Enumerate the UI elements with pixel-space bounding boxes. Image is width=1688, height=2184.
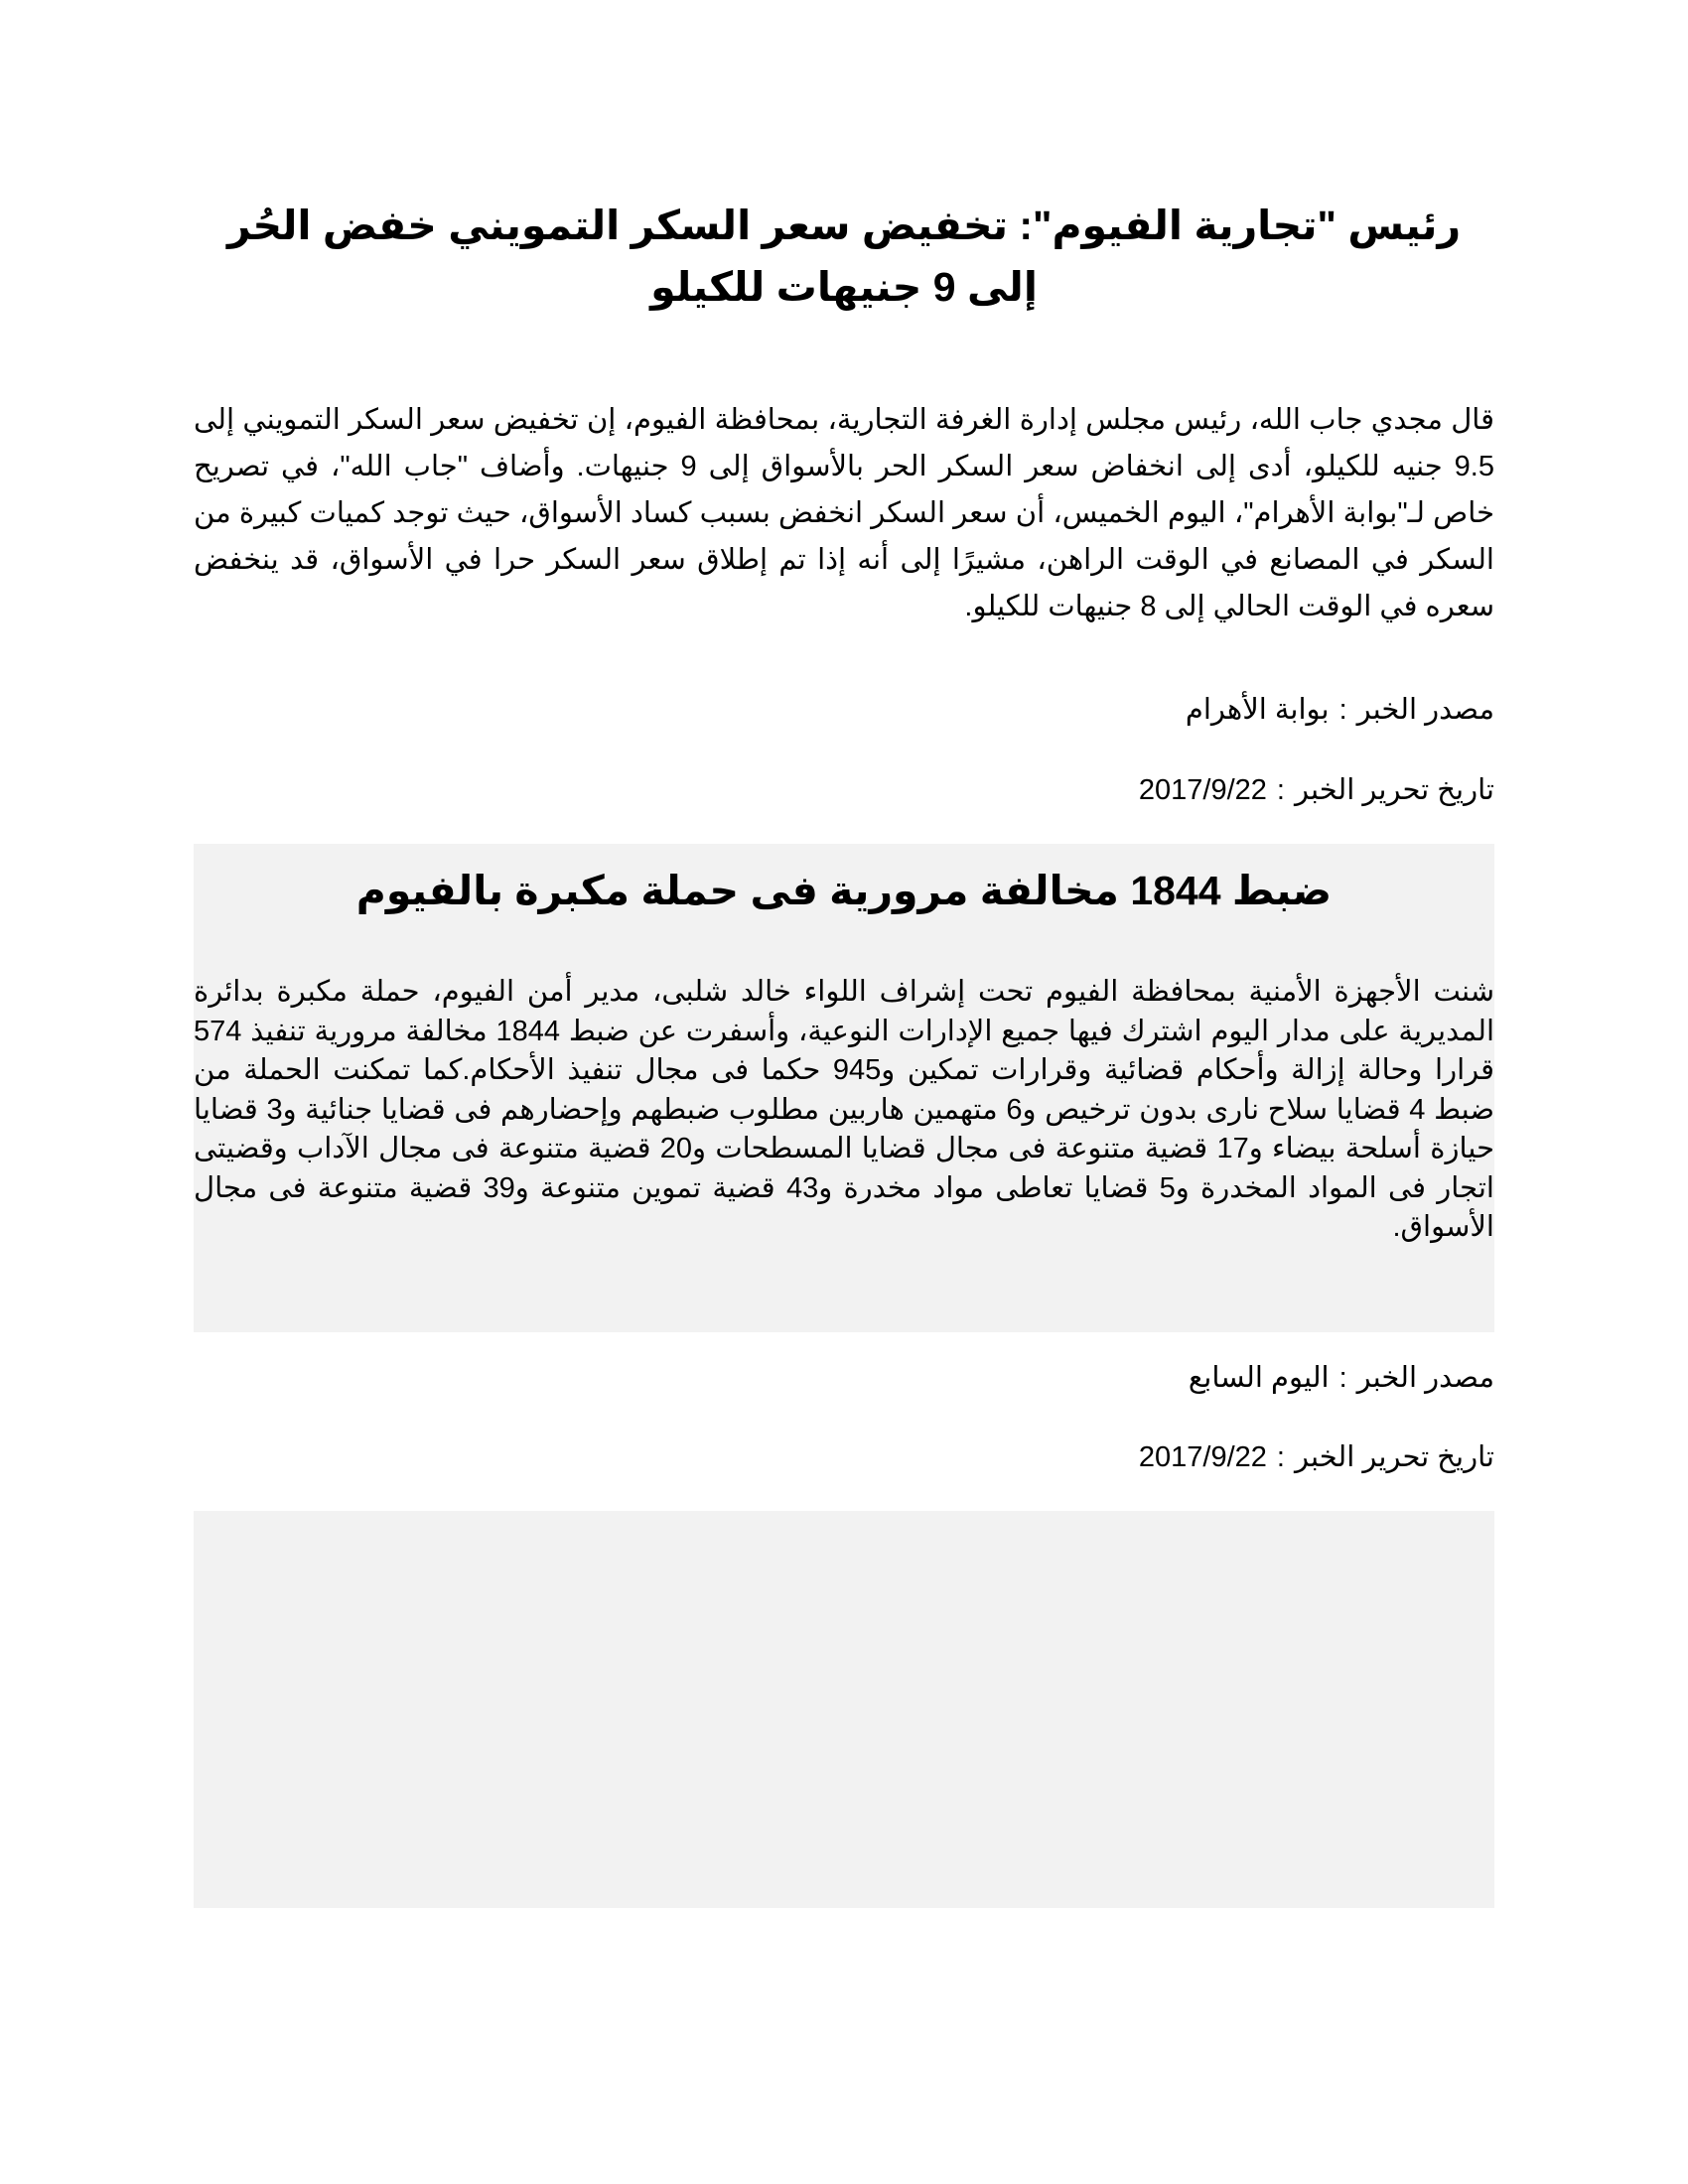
source-value: بوابة الأهرام: [1185, 694, 1330, 726]
article-1-body: قال مجدي جاب الله، رئيس مجلس إدارة الغرفة التجارية، بمحافظة الفيوم، إن تخفيض سعر السكر التمويني إلى 9.5 جنيه للكيلو، أدى إلى انخفاض سعر السكر الحر بالأسواق إلى 9 جنيهات. وأضاف "جاب الله"، في تصريح خاص لـ"بوابة الأهرام"، اليوم الخميس، أن سعر السكر انخفض بسبب كساد الأسواق، حيث توجد كميات كبيرة من السكر في المصانع في الوقت الراهن، مشيرًا إلى أنه إذا تم إطلاق سعر السكر حرا في الأسواق، قد ينخفض سعره في الوقت الحالي إلى 8 جنيهات للكيلو.: [194, 404, 1494, 622]
empty-content-box: [194, 1511, 1494, 1908]
article-1-date: [194, 770, 1494, 810]
article-2-box: [194, 844, 1494, 1332]
article-2-body: شنت الأجهزة الأمنية بمحافظة الفيوم تحت إشراف اللواء خالد شلبى، مدير أمن الفيوم، حملة مكبرة بدائرة المديرية على مدار اليوم اشترك فيها جميع الإدارات النوعية، وأسفرت عن ضبط 1844 مخالفة مرورية تنفيذ 574 قرارا وحالة إزالة وأحكام قضائية وقرارات تمكين و945 حكما فى مجال تنفيذ الأحكام.كما تمكنت الحملة من ضبط 4 قضايا سلاح نارى بدون ترخيص و6 متهمين هاربين مطلوب ضبطهم وإحضارهم فى قضايا جنائية و3 قضايا حيازة أسلحة بيضاء و17 قضية متنوعة فى مجال قضايا المسطحات و20 قضية متنوعة فى مجال الآداب وقضيتى اتجار فى المواد المخدرة و5 قضايا تعاطى مواد مخدرة و43 قضية تموين متنوعة و39 قضية متنوعة فى مجال الأسواق.: [194, 976, 1495, 1243]
separator: :: [1338, 694, 1347, 726]
article-2-headline: ضبط 1844 مخالفة مرورية فى حملة مكبرة بالفيوم: [355, 868, 1333, 913]
article-1-headline: رئيس "تجارية الفيوم": تخفيض سعر السكر التمويني خفض الحُر إلى 9 جنيهات للكيلو: [226, 203, 1462, 310]
article-2-source: [194, 1358, 1494, 1398]
article-1-source: [194, 690, 1494, 730]
source-value: اليوم السابع: [1188, 1362, 1330, 1394]
source-label: مصدر الخبر: [1356, 1362, 1494, 1394]
separator: :: [1276, 1441, 1285, 1473]
separator: :: [1338, 1362, 1347, 1394]
date-value: 2017/9/22: [1138, 774, 1267, 806]
date-label: تاريخ تحرير الخبر: [1294, 1441, 1494, 1473]
date-label: تاريخ تحرير الخبر: [1294, 774, 1494, 806]
separator: :: [1276, 774, 1285, 806]
date-value: 2017/9/22: [1138, 1441, 1267, 1473]
article-2-date: [194, 1437, 1494, 1477]
source-label: مصدر الخبر: [1356, 694, 1494, 726]
